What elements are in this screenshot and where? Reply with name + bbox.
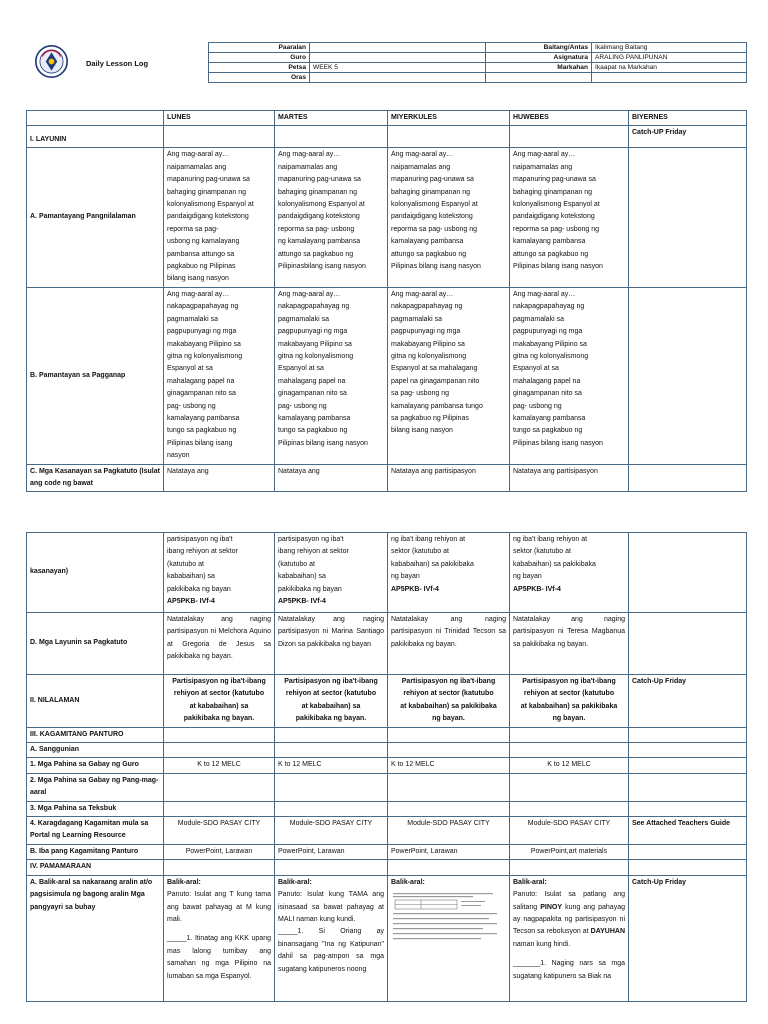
portal-miyerkules: Module-SDO PASAY CITY: [388, 817, 510, 845]
empty-cell: [388, 727, 510, 742]
value-empty: [592, 73, 747, 83]
pamantayang-miyerkules: Ang mag-aaral ay… naipamamalas ang mapanuring pag-unawa sa bahaging ginampanan ng kolonyalismong Espanyol at pandaigdigang kotekstong reporma sa pag- usbong ng kamalayang pambansa attungo sa pagkabuo ng Pilipinas bilang isang nasyon: [388, 148, 510, 287]
code-miyerkules: AP5PKB- IVf-4: [391, 585, 439, 593]
empty-cell: [275, 801, 388, 816]
portal-martes: Module-SDO PASAY CITY: [275, 817, 388, 845]
kasanayan-cont-biyernes: [629, 533, 747, 613]
document-title: Daily Lesson Log: [86, 59, 149, 68]
nilalaman-biyernes: Catch-Up Friday: [629, 675, 747, 728]
portal-biyernes: See Attached Teachers Guide: [629, 817, 747, 845]
kasanayan-cont-miyerkules: [388, 533, 510, 613]
balik-lunes: [164, 875, 275, 1001]
header-table: [208, 42, 747, 83]
row-label-sanggunian: A. Sanggunian: [27, 743, 164, 758]
guro-huwebes: K to 12 MELC: [510, 758, 629, 773]
empty-cell: [510, 801, 629, 816]
row-label-kasanayan-cont: kasanayan): [27, 533, 164, 613]
empty-cell: [275, 727, 388, 742]
layunin-martes: Natatalakay ang naging partisipasyon ni Marina Santiago Dizon sa pakikibaka ng bayan: [275, 613, 388, 675]
day-miyerkules: MIYERKULES: [388, 111, 510, 126]
row-label-teksbuk: 3. Mga Pahina sa Teksbuk: [27, 801, 164, 816]
kasanayan-lunes: Natataya ang: [164, 464, 275, 492]
balik-miyerkules: [388, 875, 510, 1001]
worksheet-thumbnail-image: [391, 891, 503, 953]
empty-cell: [629, 773, 747, 801]
pagganap-huwebes: Ang mag-aaral ay… nakapagpapahayag ng pagmamalaki sa pagpupunyagi ng mga makabayang Pilipino sa gitna ng kolonyalismong Espanyol at sa mahalagang papel na ginagampanan nito sa pag- usbong ng kamalayang pambansa tungo sa pagkabuo ng Pilipinas bilang isang nasyon: [510, 287, 629, 464]
pagganap-martes: Ang mag-aaral ay… nakapagpapahayag ng pagmamalaki sa pagpupunyagi ng mga makabayang Pilipino sa gitna ng kolonyalismong Espanyol at sa mahalagang papel na ginagampanan nito sa pag- usbong ng kamalayang pambansa tungo sa pagkabuo ng Pilipinas bilang isang nasyon: [275, 287, 388, 464]
nilalaman-miyerkules: Partisipasyon ng iba't-ibang rehiyon at sector (katutubo at kababaihan) sa pakikibaka ng bayan.: [388, 675, 510, 728]
guro-martes: K to 12 MELC: [275, 758, 388, 773]
empty-cell: [388, 773, 510, 801]
balik-huwebes-pinoy: PINOY: [540, 903, 563, 911]
corner-cell: [27, 111, 164, 126]
code-lunes: AP5PKB- IVf-4: [167, 598, 215, 606]
row-label-pamantayan-pagganap: B. Pamantayan sa Pagganap: [27, 287, 164, 464]
empty-cell: [388, 801, 510, 816]
value-guro: [310, 53, 486, 63]
balik-huwebes-text-a: Panuto: Isulat sa patlang ang salitang: [513, 891, 625, 911]
day-biyernes: BIYERNES: [629, 111, 747, 126]
guro-miyerkules: K to 12 MELC: [388, 758, 510, 773]
layunin-miyerkules: Natatalakay ang naging partisipasyon ni Trinidad Tecson sa pakikibaka ng bayan.: [388, 613, 510, 675]
balik-martes-panuto: Panuto: Isulat kung TAMA ang isinasaad sa bawat pahayag at MALI naman kung kundi.: [278, 891, 384, 923]
pagganap-miyerkules: Ang mag-aaral ay… nakapagpapahayag ng pagmamalaki sa pagpupunyagi ng mga makabayang Pilipino sa gitna ng kolonyalismong Espanyol at sa mahalagang papel na ginagampanan nito sa pag- usbong ng kamalayang pambansa tungo sa pagkabuo ng Pilipinas bilang isang nasyon: [388, 287, 510, 464]
row-label-portal: 4. Karagdagang Kagamitan mula sa Portal ng Learning Resource: [27, 817, 164, 845]
pamantayang-biyernes: [629, 148, 747, 287]
label-empty: [486, 73, 592, 83]
balik-martes-head: Balik-aral:: [278, 878, 312, 886]
empty-cell: [275, 126, 388, 148]
guro-lunes: K to 12 MELC: [164, 758, 275, 773]
row-label-gabay-guro: 1. Mga Pahina sa Gabay ng Guro: [27, 758, 164, 773]
empty-cell: [629, 860, 747, 875]
empty-cell: [164, 801, 275, 816]
label-petsa: Petsa: [209, 63, 310, 73]
lesson-table-part-1: [26, 110, 747, 492]
day-martes: MARTES: [275, 111, 388, 126]
kasanayan-cont-lunes-text: partisipasyon ng iba't ibang rehiyon at sektor (katutubo at kababaihan) sa pakikibaka ng bayan: [167, 536, 238, 593]
empty-cell: [164, 860, 275, 875]
deped-seal-logo: [35, 45, 68, 78]
iba-huwebes: PowerPoint,art materials: [510, 844, 629, 859]
portal-lunes: Module-SDO PASAY CITY: [164, 817, 275, 845]
row-label-pamantayang-pangnilalaman: A. Pamantayang Pangnilalaman: [27, 148, 164, 287]
row-label-kasanayan: C. Mga Kasanayan sa Pagkatuto (Isulat ang code ng bawat: [27, 464, 164, 492]
label-baitang: Baitang/Antas: [486, 43, 592, 53]
layunin-biyernes: [629, 613, 747, 675]
row-label-gabay-magaaral: 2. Mga Pahina sa Gabay ng Pang-mag-aaral: [27, 773, 164, 801]
empty-cell: [164, 743, 275, 758]
pamantayang-lunes: Ang mag-aaral ay… naipamamalas ang mapanuring pag-unawa sa bahaging ginampanan ng kolonyalismong Espanyol at pandaigdigang kotekstong reporma sa pag- usbong ng kamalayang pambansa attungo sa pagkabuo ng Pilipinas bilang isang nasyon: [164, 148, 275, 287]
balik-martes-item: _____1. Si Oriang ay binansagang "Ina ng Katipunan" dahil sa pag-ampon sa mga sugatang katipuneros noong: [278, 928, 384, 973]
balik-lunes-panuto: Panuto: Isulat ang T kung tama ang bawat pahayag at M kung mali.: [167, 891, 271, 923]
empty-cell: [388, 860, 510, 875]
label-guro: Guro: [209, 53, 310, 63]
empty-cell: [164, 727, 275, 742]
day-lunes: LUNES: [164, 111, 275, 126]
row-label-pamamaraan: IV. PAMAMARAAN: [27, 860, 164, 875]
iba-martes: PowerPoint, Larawan: [275, 844, 388, 859]
empty-cell: [275, 860, 388, 875]
code-martes: AP5PKB- IVf-4: [278, 598, 326, 606]
balik-martes: [275, 875, 388, 1001]
pamantayang-huwebes: Ang mag-aaral ay… naipamamalas ang mapanuring pag-unawa sa bahaging ginampanan ng kolonyalismong Espanyol at pandaigdigang kotekstong reporma sa pag- usbong ng kamalayang pambansa attungo sa pagkabuo ng Pilipinas bilang isang nasyon: [510, 148, 629, 287]
row-label-nilalaman: II. NILALAMAN: [27, 675, 164, 728]
value-oras: [310, 73, 486, 83]
value-asignatura: ARALING PANLIPUNAN: [592, 53, 747, 63]
balik-lunes-item: _____1. Itinatag ang KKK upang mas lalong tumibay ang samahan ng mga Pilipino na lumaban sa mga Espanyol.: [167, 935, 271, 980]
nilalaman-martes: Partisipasyon ng iba't-ibang rehiyon at sector (katutubo at kababaihan) sa pakikibaka ng bayan.: [275, 675, 388, 728]
label-markahan: Markahan: [486, 63, 592, 73]
code-huwebes: AP5PKB- IVf-4: [513, 585, 561, 593]
layunin-lunes: Natatalakay ang naging partisipasyon ni Melchora Aquino at Gregoria de Jesus sa pakikibaka ng bayan.: [164, 613, 275, 675]
empty-cell: [164, 773, 275, 801]
catchup-friday-label: Catch-UP Friday: [629, 126, 747, 148]
kasanayan-cont-miyerkules-text: ng iba't ibang rehiyon at sektor (katutubo at kababaihan) sa pakikibaka ng bayan: [391, 536, 474, 581]
kasanayan-cont-martes-text: partisipasyon ng iba't ibang rehiyon at sektor (katutubo at kababaihan) sa pakikibaka ng bayan: [278, 536, 349, 593]
balik-huwebes: [510, 875, 629, 1001]
balik-huwebes-item: _______1. Naging nars sa mga sugatang katipunero sa Biak na: [513, 960, 625, 980]
iba-lunes: PowerPoint, Larawan: [164, 844, 275, 859]
pamantayang-martes: Ang mag-aaral ay… naipamamalas ang mapanuring pag-unawa sa bahaging ginampanan ng kolonyalismong Espanyol at pandaigdigang kotekstong reporma sa pag- usbong ng kamalayang pambansa attungo sa pagkabuo ng Pilipinasbilang isang nasyon: [275, 148, 388, 287]
kasanayan-cont-huwebes: [510, 533, 629, 613]
kasanayan-cont-huwebes-text: ng iba't ibang rehiyon at sektor (katutubo at kababaihan) sa pakikibaka ng bayan: [513, 536, 596, 581]
empty-cell: [510, 743, 629, 758]
empty-cell: [388, 743, 510, 758]
empty-cell: [510, 727, 629, 742]
row-label-kagamitan: III. KAGAMITANG PANTURO: [27, 727, 164, 742]
pagganap-biyernes: [629, 287, 747, 464]
balik-biyernes: Catch-Up Friday: [629, 875, 747, 1001]
empty-cell: [629, 801, 747, 816]
day-huwebes: HUWEBES: [510, 111, 629, 126]
kasanayan-cont-lunes: [164, 533, 275, 613]
balik-huwebes-text-b: kung ang pahayag ay nagpapakita ng partisipasyon ni Tecson sa rebolusyon at: [513, 903, 625, 936]
nilalaman-lunes: Partisipasyon ng iba't-ibang rehiyon at sector (katutubo at kababaihan) sa pakikibaka ng bayan.: [164, 675, 275, 728]
empty-cell: [510, 860, 629, 875]
row-label-layunin: I. LAYUNIN: [27, 126, 164, 148]
empty-cell: [275, 773, 388, 801]
empty-cell: [164, 126, 275, 148]
balik-huwebes-text-c: naman kung hindi.: [513, 940, 571, 948]
label-paaralan: Paaralan: [209, 43, 310, 53]
value-petsa: WEEK 5: [310, 63, 486, 73]
balik-lunes-head: Balik-aral:: [167, 878, 201, 886]
balik-miyerkules-head: Balik-aral:: [391, 878, 425, 886]
balik-huwebes-head: Balik-aral:: [513, 878, 547, 886]
empty-cell: [629, 727, 747, 742]
kasanayan-miyerkules: Natataya ang partisipasyon: [388, 464, 510, 492]
empty-cell: [510, 126, 629, 148]
balik-huwebes-dayuhan: DAYUHAN: [590, 928, 625, 936]
iba-biyernes: [629, 844, 747, 859]
guro-biyernes: [629, 758, 747, 773]
kasanayan-huwebes: Natataya ang partisipasyon: [510, 464, 629, 492]
value-baitang: Ikalimang Baitang: [592, 43, 747, 53]
row-label-balik-aral: A. Balik-aral sa nakaraang aralin at/o pagsisimula ng bagong aralin Mga pangyayri sa buhay: [27, 875, 164, 1001]
label-asignatura: Asignatura: [486, 53, 592, 63]
nilalaman-huwebes: Partisipasyon ng iba't-ibang rehiyon at sector (katutubo at kababaihan) sa pakikibaka ng bayan.: [510, 675, 629, 728]
balik-huwebes-panuto: [513, 889, 625, 951]
empty-cell: [275, 743, 388, 758]
lesson-table-part-2: [26, 532, 747, 1002]
row-label-mga-layunin: D. Mga Layunin sa Pagkatuto: [27, 613, 164, 675]
label-oras: Oras: [209, 73, 310, 83]
row-label-iba-pang-kagamitan: B. Iba pang Kagamitang Panturo: [27, 844, 164, 859]
empty-cell: [510, 773, 629, 801]
empty-cell: [388, 126, 510, 148]
kasanayan-cont-martes: [275, 533, 388, 613]
empty-cell: [629, 743, 747, 758]
iba-miyerkules: PowerPoint, Larawan: [388, 844, 510, 859]
kasanayan-martes: Natataya ang: [275, 464, 388, 492]
pagganap-lunes: Ang mag-aaral ay… nakapagpapahayag ng pagmamalaki sa pagpupunyagi ng mga makabayang Pilipino sa gitna ng kolonyalismong Espanyol at sa mahalagang papel na ginagampanan nito sa pag- usbong ng kamalayang pambansa tungo sa pagkabuo ng Pilipinas bilang isang nasyon: [164, 287, 275, 464]
value-markahan: Ikaapat na Markahan: [592, 63, 747, 73]
layunin-huwebes: Natatalakay ang naging partisipasyon ni Teresa Magbanua sa pakikibaka ng bayan.: [510, 613, 629, 675]
value-paaralan: [310, 43, 486, 53]
kasanayan-biyernes: [629, 464, 747, 492]
portal-huwebes: Module-SDO PASAY CITY: [510, 817, 629, 845]
